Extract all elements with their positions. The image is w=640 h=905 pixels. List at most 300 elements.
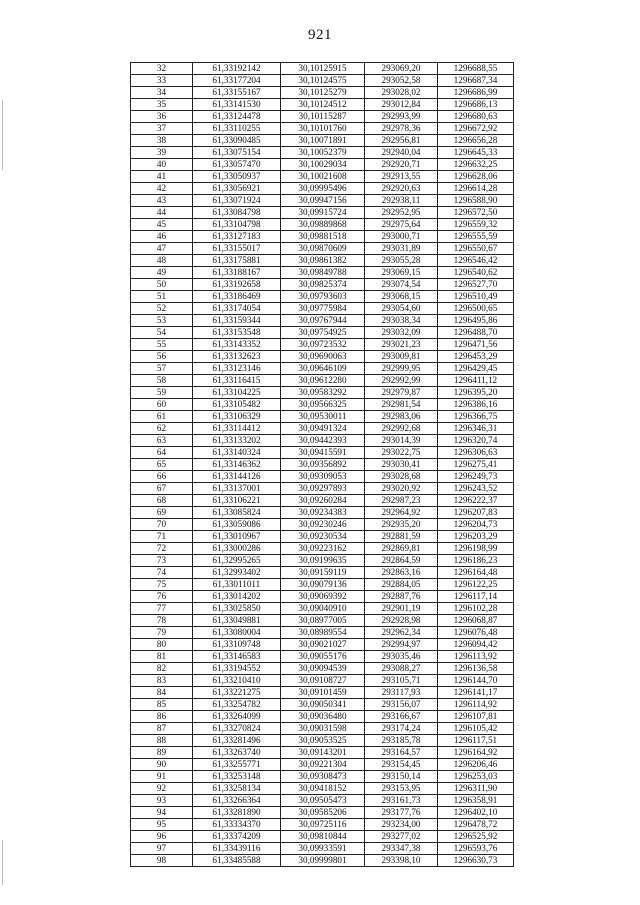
longitude-cell: 30,09870609	[281, 243, 365, 255]
x-coordinate-cell: 293035,46	[365, 651, 438, 663]
y-coordinate-cell: 1296203,29	[438, 531, 514, 543]
latitude-cell: 61,33025850	[193, 603, 281, 615]
table-row	[131, 303, 514, 315]
longitude-cell: 30,09199635	[281, 555, 365, 567]
point-number-cell: 48	[131, 255, 193, 267]
y-coordinate-cell: 1296206,46	[438, 759, 514, 771]
x-coordinate-cell: 293031,89	[365, 243, 438, 255]
y-coordinate-cell: 1296311,90	[438, 783, 514, 795]
page-number: 921	[308, 27, 332, 43]
x-coordinate-cell: 293105,71	[365, 675, 438, 687]
table-row	[131, 159, 514, 171]
point-number-cell: 89	[131, 747, 193, 759]
x-coordinate-cell: 293164,57	[365, 747, 438, 759]
table-row	[131, 531, 514, 543]
x-coordinate-cell: 292981,54	[365, 399, 438, 411]
point-number-cell: 85	[131, 699, 193, 711]
y-coordinate-cell: 1296395,20	[438, 387, 514, 399]
latitude-cell: 61,33104798	[193, 219, 281, 231]
longitude-cell: 30,10071891	[281, 135, 365, 147]
y-coordinate-cell: 1296144,70	[438, 675, 514, 687]
point-number-cell: 77	[131, 603, 193, 615]
x-coordinate-cell: 293032,09	[365, 327, 438, 339]
x-coordinate-cell: 293185,78	[365, 735, 438, 747]
longitude-cell: 30,10115287	[281, 111, 365, 123]
x-coordinate-cell: 293030,41	[365, 459, 438, 471]
x-coordinate-cell: 293009,81	[365, 351, 438, 363]
latitude-cell: 61,33106221	[193, 495, 281, 507]
table-row	[131, 759, 514, 771]
point-number-cell: 42	[131, 183, 193, 195]
latitude-cell: 61,33264099	[193, 711, 281, 723]
y-coordinate-cell: 1296253,03	[438, 771, 514, 783]
x-coordinate-cell: 293153,95	[365, 783, 438, 795]
longitude-cell: 30,09861382	[281, 255, 365, 267]
latitude-cell: 61,33110255	[193, 123, 281, 135]
latitude-cell: 61,33439116	[193, 843, 281, 855]
table-row	[131, 135, 514, 147]
table-row	[131, 639, 514, 651]
point-number-cell: 61	[131, 411, 193, 423]
table-row	[131, 471, 514, 483]
latitude-cell: 61,33174054	[193, 303, 281, 315]
longitude-cell: 30,09810844	[281, 831, 365, 843]
table-row	[131, 591, 514, 603]
table-row	[131, 387, 514, 399]
longitude-cell: 30,09356892	[281, 459, 365, 471]
x-coordinate-cell: 292887,76	[365, 591, 438, 603]
x-coordinate-cell: 292962,34	[365, 627, 438, 639]
x-coordinate-cell: 293068,15	[365, 291, 438, 303]
table-row	[131, 675, 514, 687]
latitude-cell: 61,33106329	[193, 411, 281, 423]
y-coordinate-cell: 1296094,42	[438, 639, 514, 651]
table-row	[131, 243, 514, 255]
point-number-cell: 38	[131, 135, 193, 147]
point-number-cell: 41	[131, 171, 193, 183]
point-number-cell: 88	[131, 735, 193, 747]
latitude-cell: 61,33159344	[193, 315, 281, 327]
latitude-cell: 61,33153548	[193, 327, 281, 339]
x-coordinate-cell: 292983,06	[365, 411, 438, 423]
latitude-cell: 61,33192658	[193, 279, 281, 291]
point-number-cell: 53	[131, 315, 193, 327]
y-coordinate-cell: 1296249,73	[438, 471, 514, 483]
longitude-cell: 30,09050341	[281, 699, 365, 711]
x-coordinate-cell: 293161,73	[365, 795, 438, 807]
scan-edge-mark	[2, 100, 3, 170]
point-number-cell: 65	[131, 459, 193, 471]
point-number-cell: 54	[131, 327, 193, 339]
y-coordinate-cell: 1296198,99	[438, 543, 514, 555]
longitude-cell: 30,08989554	[281, 627, 365, 639]
point-number-cell: 71	[131, 531, 193, 543]
longitude-cell: 30,09031598	[281, 723, 365, 735]
point-number-cell: 73	[131, 555, 193, 567]
point-number-cell: 59	[131, 387, 193, 399]
latitude-cell: 61,33144126	[193, 471, 281, 483]
latitude-cell: 61,33123146	[193, 363, 281, 375]
point-number-cell: 79	[131, 627, 193, 639]
point-number-cell: 35	[131, 99, 193, 111]
longitude-cell: 30,09849788	[281, 267, 365, 279]
x-coordinate-cell: 293154,45	[365, 759, 438, 771]
x-coordinate-cell: 292928,98	[365, 615, 438, 627]
x-coordinate-cell: 293020,92	[365, 483, 438, 495]
latitude-cell: 61,33133202	[193, 435, 281, 447]
x-coordinate-cell: 292994,97	[365, 639, 438, 651]
y-coordinate-cell: 1296411,12	[438, 375, 514, 387]
point-number-cell: 32	[131, 63, 193, 75]
y-coordinate-cell: 1296680,63	[438, 111, 514, 123]
longitude-cell: 30,09491324	[281, 423, 365, 435]
x-coordinate-cell: 293150,14	[365, 771, 438, 783]
point-number-cell: 75	[131, 579, 193, 591]
longitude-cell: 30,09094539	[281, 663, 365, 675]
latitude-cell: 61,33049881	[193, 615, 281, 627]
table-row	[131, 795, 514, 807]
point-number-cell: 47	[131, 243, 193, 255]
longitude-cell: 30,09309053	[281, 471, 365, 483]
longitude-cell: 30,09040910	[281, 603, 365, 615]
x-coordinate-cell: 293177,76	[365, 807, 438, 819]
x-coordinate-cell: 292979,87	[365, 387, 438, 399]
longitude-cell: 30,09530011	[281, 411, 365, 423]
table-row	[131, 543, 514, 555]
table-row	[131, 339, 514, 351]
table-row	[131, 711, 514, 723]
point-number-cell: 36	[131, 111, 193, 123]
table-row	[131, 99, 514, 111]
latitude-cell: 61,33255771	[193, 759, 281, 771]
latitude-cell: 61,33155017	[193, 243, 281, 255]
longitude-cell: 30,09612280	[281, 375, 365, 387]
table-row	[131, 267, 514, 279]
latitude-cell: 61,32993402	[193, 567, 281, 579]
y-coordinate-cell: 1296559,32	[438, 219, 514, 231]
point-number-cell: 90	[131, 759, 193, 771]
y-coordinate-cell: 1296402,10	[438, 807, 514, 819]
longitude-cell: 30,09915724	[281, 207, 365, 219]
latitude-cell: 61,33188167	[193, 267, 281, 279]
longitude-cell: 30,09793603	[281, 291, 365, 303]
longitude-cell: 30,09415591	[281, 447, 365, 459]
longitude-cell: 30,09079136	[281, 579, 365, 591]
latitude-cell: 61,33090485	[193, 135, 281, 147]
table-row	[131, 807, 514, 819]
x-coordinate-cell: 293088,27	[365, 663, 438, 675]
y-coordinate-cell: 1296510,49	[438, 291, 514, 303]
y-coordinate-cell: 1296068,87	[438, 615, 514, 627]
x-coordinate-cell: 292987,23	[365, 495, 438, 507]
longitude-cell: 30,09767944	[281, 315, 365, 327]
table-row	[131, 483, 514, 495]
longitude-cell: 30,09583292	[281, 387, 365, 399]
point-number-cell: 57	[131, 363, 193, 375]
y-coordinate-cell: 1296614,28	[438, 183, 514, 195]
point-number-cell: 76	[131, 591, 193, 603]
x-coordinate-cell: 292999,95	[365, 363, 438, 375]
y-coordinate-cell: 1296656,28	[438, 135, 514, 147]
point-number-cell: 82	[131, 663, 193, 675]
y-coordinate-cell: 1296546,42	[438, 255, 514, 267]
latitude-cell: 61,33059086	[193, 519, 281, 531]
point-number-cell: 50	[131, 279, 193, 291]
point-number-cell: 34	[131, 87, 193, 99]
table-row	[131, 171, 514, 183]
table-row	[131, 663, 514, 675]
longitude-cell: 30,09725116	[281, 819, 365, 831]
latitude-cell: 61,33104225	[193, 387, 281, 399]
table-row	[131, 495, 514, 507]
x-coordinate-cell: 293052,58	[365, 75, 438, 87]
y-coordinate-cell: 1296243,52	[438, 483, 514, 495]
coordinates-table-body	[131, 63, 514, 867]
point-number-cell: 78	[131, 615, 193, 627]
y-coordinate-cell: 1296275,41	[438, 459, 514, 471]
table-row	[131, 831, 514, 843]
table-row	[131, 687, 514, 699]
longitude-cell: 30,09881518	[281, 231, 365, 243]
x-coordinate-cell: 293166,67	[365, 711, 438, 723]
longitude-cell: 30,09143201	[281, 747, 365, 759]
point-number-cell: 62	[131, 423, 193, 435]
x-coordinate-cell: 293117,93	[365, 687, 438, 699]
longitude-cell: 30,09889868	[281, 219, 365, 231]
point-number-cell: 81	[131, 651, 193, 663]
longitude-cell: 30,09690063	[281, 351, 365, 363]
y-coordinate-cell: 1296500,65	[438, 303, 514, 315]
table-row	[131, 579, 514, 591]
x-coordinate-cell: 292975,64	[365, 219, 438, 231]
y-coordinate-cell: 1296525,92	[438, 831, 514, 843]
latitude-cell: 61,33221275	[193, 687, 281, 699]
longitude-cell: 30,09101459	[281, 687, 365, 699]
table-row	[131, 207, 514, 219]
y-coordinate-cell: 1296164,48	[438, 567, 514, 579]
table-row	[131, 399, 514, 411]
x-coordinate-cell: 292992,99	[365, 375, 438, 387]
coordinates-table	[130, 62, 514, 867]
x-coordinate-cell: 292884,05	[365, 579, 438, 591]
y-coordinate-cell: 1296114,92	[438, 699, 514, 711]
table-row	[131, 615, 514, 627]
longitude-cell: 30,09069392	[281, 591, 365, 603]
point-number-cell: 37	[131, 123, 193, 135]
latitude-cell: 61,33050937	[193, 171, 281, 183]
point-number-cell: 80	[131, 639, 193, 651]
point-number-cell: 40	[131, 159, 193, 171]
latitude-cell: 61,33258134	[193, 783, 281, 795]
longitude-cell: 30,10125279	[281, 87, 365, 99]
latitude-cell: 61,33127183	[193, 231, 281, 243]
y-coordinate-cell: 1296117,51	[438, 735, 514, 747]
point-number-cell: 66	[131, 471, 193, 483]
y-coordinate-cell: 1296113,92	[438, 651, 514, 663]
point-number-cell: 39	[131, 147, 193, 159]
longitude-cell: 30,09585206	[281, 807, 365, 819]
point-number-cell: 95	[131, 819, 193, 831]
longitude-cell: 30,10101760	[281, 123, 365, 135]
latitude-cell: 61,33143352	[193, 339, 281, 351]
longitude-cell: 30,10124575	[281, 75, 365, 87]
table-row	[131, 843, 514, 855]
x-coordinate-cell: 293014,39	[365, 435, 438, 447]
x-coordinate-cell: 292935,20	[365, 519, 438, 531]
latitude-cell: 61,33085824	[193, 507, 281, 519]
x-coordinate-cell: 292964,92	[365, 507, 438, 519]
table-row	[131, 651, 514, 663]
latitude-cell: 61,33071924	[193, 195, 281, 207]
x-coordinate-cell: 293000,71	[365, 231, 438, 243]
latitude-cell: 61,33137001	[193, 483, 281, 495]
x-coordinate-cell: 292913,55	[365, 171, 438, 183]
latitude-cell: 61,33105482	[193, 399, 281, 411]
longitude-cell: 30,09418152	[281, 783, 365, 795]
table-row	[131, 735, 514, 747]
latitude-cell: 61,33281890	[193, 807, 281, 819]
latitude-cell: 61,33124478	[193, 111, 281, 123]
table-row	[131, 747, 514, 759]
y-coordinate-cell: 1296478,72	[438, 819, 514, 831]
point-number-cell: 58	[131, 375, 193, 387]
x-coordinate-cell: 292863,16	[365, 567, 438, 579]
y-coordinate-cell: 1296527,70	[438, 279, 514, 291]
y-coordinate-cell: 1296630,73	[438, 855, 514, 867]
latitude-cell: 61,33266364	[193, 795, 281, 807]
y-coordinate-cell: 1296572,50	[438, 207, 514, 219]
longitude-cell: 30,10125915	[281, 63, 365, 75]
longitude-cell: 30,09723532	[281, 339, 365, 351]
longitude-cell: 30,09947156	[281, 195, 365, 207]
latitude-cell: 61,33192142	[193, 63, 281, 75]
longitude-cell: 30,09053525	[281, 735, 365, 747]
latitude-cell: 61,33116415	[193, 375, 281, 387]
latitude-cell: 61,33175881	[193, 255, 281, 267]
x-coordinate-cell: 293234,00	[365, 819, 438, 831]
latitude-cell: 61,33014202	[193, 591, 281, 603]
x-coordinate-cell: 293021,23	[365, 339, 438, 351]
point-number-cell: 84	[131, 687, 193, 699]
point-number-cell: 94	[131, 807, 193, 819]
table-row	[131, 459, 514, 471]
table-row	[131, 519, 514, 531]
y-coordinate-cell: 1296306,63	[438, 447, 514, 459]
longitude-cell: 30,10124512	[281, 99, 365, 111]
longitude-cell: 30,09223162	[281, 543, 365, 555]
y-coordinate-cell: 1296588,90	[438, 195, 514, 207]
x-coordinate-cell: 293028,68	[365, 471, 438, 483]
table-row	[131, 819, 514, 831]
latitude-cell: 61,33270824	[193, 723, 281, 735]
x-coordinate-cell: 293277,02	[365, 831, 438, 843]
point-number-cell: 43	[131, 195, 193, 207]
x-coordinate-cell: 293156,07	[365, 699, 438, 711]
table-row	[131, 279, 514, 291]
y-coordinate-cell: 1296687,34	[438, 75, 514, 87]
x-coordinate-cell: 292956,81	[365, 135, 438, 147]
longitude-cell: 30,09230246	[281, 519, 365, 531]
x-coordinate-cell: 292920,71	[365, 159, 438, 171]
longitude-cell: 30,09995496	[281, 183, 365, 195]
latitude-cell: 61,33075154	[193, 147, 281, 159]
y-coordinate-cell: 1296204,73	[438, 519, 514, 531]
point-number-cell: 60	[131, 399, 193, 411]
y-coordinate-cell: 1296686,13	[438, 99, 514, 111]
x-coordinate-cell: 293069,20	[365, 63, 438, 75]
longitude-cell: 30,09055176	[281, 651, 365, 663]
y-coordinate-cell: 1296686,99	[438, 87, 514, 99]
longitude-cell: 30,10029034	[281, 159, 365, 171]
latitude-cell: 61,33186469	[193, 291, 281, 303]
y-coordinate-cell: 1296672,92	[438, 123, 514, 135]
table-row	[131, 315, 514, 327]
longitude-cell: 30,09234383	[281, 507, 365, 519]
latitude-cell: 61,33374209	[193, 831, 281, 843]
table-row	[131, 555, 514, 567]
point-number-cell: 33	[131, 75, 193, 87]
x-coordinate-cell: 293347,38	[365, 843, 438, 855]
table-row	[131, 63, 514, 75]
longitude-cell: 30,10052379	[281, 147, 365, 159]
y-coordinate-cell: 1296632,25	[438, 159, 514, 171]
longitude-cell: 30,09442393	[281, 435, 365, 447]
x-coordinate-cell: 292938,11	[365, 195, 438, 207]
y-coordinate-cell: 1296076,48	[438, 627, 514, 639]
point-number-cell: 68	[131, 495, 193, 507]
longitude-cell: 30,09260284	[281, 495, 365, 507]
y-coordinate-cell: 1296107,81	[438, 711, 514, 723]
x-coordinate-cell: 292901,19	[365, 603, 438, 615]
point-number-cell: 72	[131, 543, 193, 555]
y-coordinate-cell: 1296102,28	[438, 603, 514, 615]
y-coordinate-cell: 1296540,62	[438, 267, 514, 279]
table-row	[131, 375, 514, 387]
point-number-cell: 69	[131, 507, 193, 519]
x-coordinate-cell: 292920,63	[365, 183, 438, 195]
latitude-cell: 61,33011011	[193, 579, 281, 591]
latitude-cell: 61,33194552	[193, 663, 281, 675]
x-coordinate-cell: 292978,36	[365, 123, 438, 135]
longitude-cell: 30,09754925	[281, 327, 365, 339]
longitude-cell: 30,09775984	[281, 303, 365, 315]
longitude-cell: 30,10021608	[281, 171, 365, 183]
x-coordinate-cell: 293022,75	[365, 447, 438, 459]
latitude-cell: 61,33155167	[193, 87, 281, 99]
point-number-cell: 97	[131, 843, 193, 855]
table-row	[131, 507, 514, 519]
latitude-cell: 61,33010967	[193, 531, 281, 543]
longitude-cell: 30,09021027	[281, 639, 365, 651]
longitude-cell: 30,09108727	[281, 675, 365, 687]
latitude-cell: 61,33253148	[193, 771, 281, 783]
longitude-cell: 30,09036480	[281, 711, 365, 723]
latitude-cell: 61,33084798	[193, 207, 281, 219]
latitude-cell: 61,33057470	[193, 159, 281, 171]
latitude-cell: 61,33210410	[193, 675, 281, 687]
x-coordinate-cell: 292940,04	[365, 147, 438, 159]
longitude-cell: 30,09297893	[281, 483, 365, 495]
point-number-cell: 92	[131, 783, 193, 795]
point-number-cell: 87	[131, 723, 193, 735]
table-row	[131, 627, 514, 639]
table-row	[131, 363, 514, 375]
y-coordinate-cell: 1296688,55	[438, 63, 514, 75]
point-number-cell: 52	[131, 303, 193, 315]
y-coordinate-cell: 1296346,31	[438, 423, 514, 435]
longitude-cell: 30,09221304	[281, 759, 365, 771]
latitude-cell: 61,33140324	[193, 447, 281, 459]
